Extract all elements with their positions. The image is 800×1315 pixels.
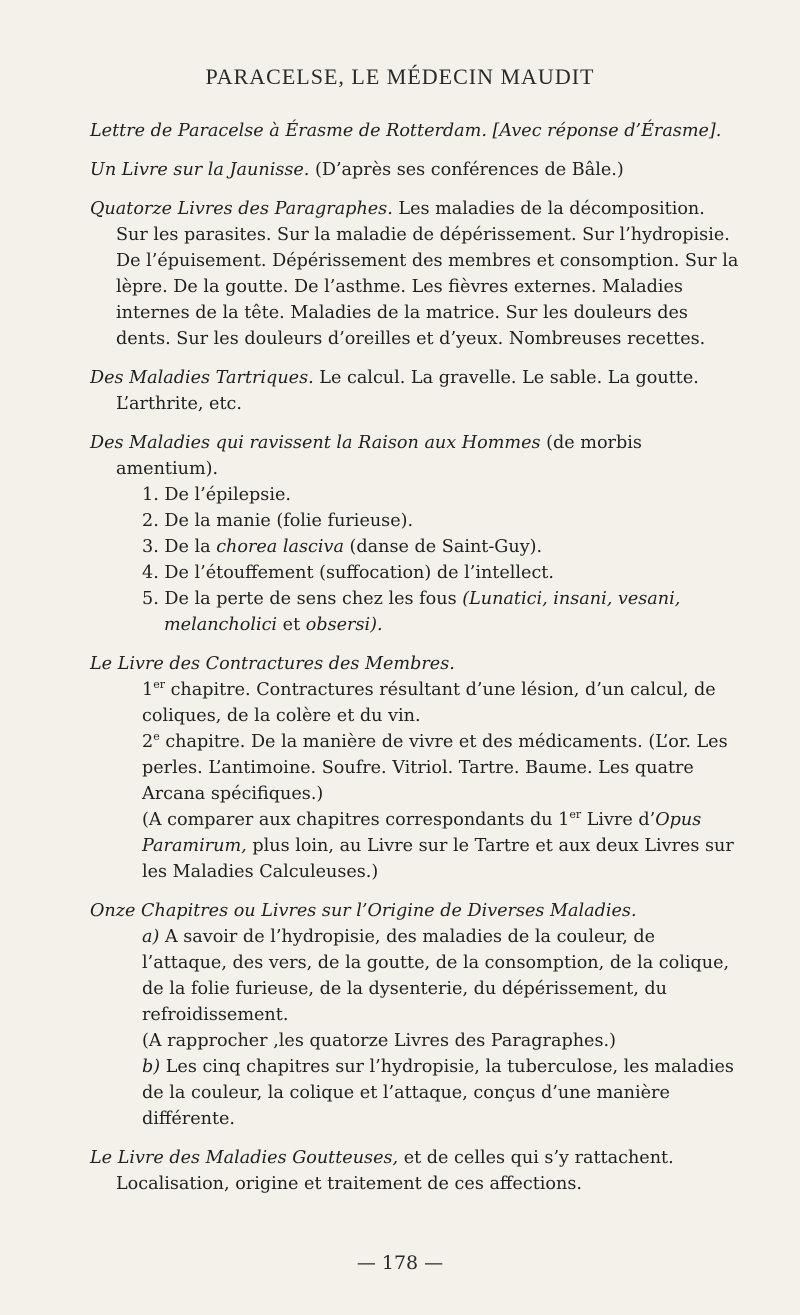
sublist [116, 924, 742, 1132]
entry-jaunisse [90, 157, 742, 183]
item-text: A savoir de l’hydropisie, des maladies de la couleur, de l’attaque, des vers, de la goutte, de la consomption, de la colique, de la folie furieuse, de la dysenterie, du dépérissement, du refroidissement. [142, 927, 730, 1025]
list-item: 4. De l’étouffement (suffocation) de l’intellect. [142, 563, 554, 583]
chapter-text: chapitre. De la manière de vivre et des médicaments. (L’or. Les perles. L’antimoine. Soufre. Vitriol. Tartre. Baume. Les quatre Arcana spécifiques.) [142, 732, 728, 804]
list-item-latin: (Lunatici, insani, vesani, melancholici [164, 589, 681, 635]
entry-text: (de morbis amentium). [116, 433, 642, 479]
entry-paragraphes [90, 196, 742, 352]
chapter-text: chapitre. Contractures résultant d’une lésion, d’un calcul, de coliques, de la colère et du vin. [142, 680, 716, 726]
entry-title: Onze Chapitres ou Livres sur l’Origine de Diverses Maladies. [90, 901, 637, 921]
sublist-item-a [142, 924, 742, 1028]
list-item-text: (danse de Saint-Guy). [349, 537, 543, 557]
entry-title: Des Maladies qui ravissent la Raison aux Hommes [90, 433, 541, 453]
list-item [142, 586, 742, 638]
entry-title: Des Maladies Tartriques. [90, 368, 314, 388]
numbered-list [116, 482, 742, 638]
chapter-number: 1 [142, 680, 154, 700]
list-item-text: 3. De la [142, 537, 211, 557]
chapter-number: 2 [142, 732, 154, 752]
entry-text: et de celles qui s’y rattachent. Localisation, origine et traitement de ces affections. [116, 1148, 674, 1194]
entry-maladies-tartriques [90, 365, 742, 417]
item-label: a) [142, 927, 160, 947]
chapters [116, 677, 742, 885]
list-item-text: et [282, 615, 301, 635]
list-item-latin: chorea lasciva [216, 537, 344, 557]
list-item: 1. De l’épilepsie. [142, 485, 291, 505]
item-label: b) [142, 1057, 161, 1077]
entry-title: Un Livre sur la Jaunisse. [90, 160, 310, 180]
list-item-latin: obsersi). [305, 615, 383, 635]
entry-title: Le Livre des Contractures des Membres. [90, 654, 455, 674]
list-item [142, 534, 742, 560]
page-body [90, 118, 742, 1197]
ordinal-suffix: er [569, 808, 582, 822]
list-item-text: 5. De la perte de sens chez les fous [142, 589, 457, 609]
note-text: Livre d’ [586, 810, 656, 830]
entry-maladies-raison [90, 430, 742, 638]
item-text: Les cinq chapitres sur l’hydropisie, la tuberculose, les maladies de la couleur, la colique et l’attaque, conçus d’une manière différente. [142, 1057, 734, 1129]
entry-title: Quatorze Livres des Paragraphes. [90, 199, 393, 219]
ordinal-suffix: er [153, 678, 165, 692]
ordinal-suffix: e [153, 730, 160, 744]
entry-text: (D’après ses conférences de Bâle.) [314, 160, 624, 180]
chapter-1 [142, 677, 742, 729]
entry-title: Lettre de Paracelse à Érasme de Rotterdam. [90, 121, 487, 141]
entry-text: Le calcul. La gravelle. Le sable. La goutte. L’arthrite, etc. [116, 368, 699, 414]
entry-lettre-erasme [90, 118, 742, 144]
entry-maladies-goutteuses [90, 1145, 742, 1197]
entry-note: [Avec réponse d’Érasme]. [492, 121, 722, 141]
note-title: Opus Paramirum, [142, 810, 702, 856]
note-text: plus loin, au Livre sur le Tartre et aux deux Livres sur les Maladies Calculeuses.) [142, 836, 734, 882]
running-header: PARACELSE, LE MÉDECIN MAUDIT [205, 64, 595, 89]
comparison-note [142, 807, 742, 885]
entry-title: Le Livre des Maladies Goutteuses, [90, 1148, 399, 1168]
page-number: — 178 — [356, 1252, 444, 1274]
entry-text: Les maladies de la décomposition. Sur les parasites. Sur la maladie de dépérissement. Sur l’hydropisie. De l’épuisement. Dépérissement des membres et consomption. Sur la lèpre. De la goutte. De l’asthme. Les fièvres externes. Maladies internes de la tête. Maladies de la matrice. Sur les douleurs des dents. Sur les douleurs d’oreilles et d’yeux. Nombreuses recettes. [116, 199, 739, 349]
sublist-item-b [142, 1054, 742, 1132]
list-item: 2. De la manie (folie furieuse). [142, 511, 414, 531]
note-text: (A comparer aux chapitres correspondants du 1 [142, 810, 570, 830]
entry-onze-chapitres [90, 898, 742, 1132]
entry-contractures [90, 651, 742, 885]
chapter-2 [142, 729, 742, 807]
sublist-note: (A rapprocher ,les quatorze Livres des Paragraphes.) [142, 1031, 616, 1051]
